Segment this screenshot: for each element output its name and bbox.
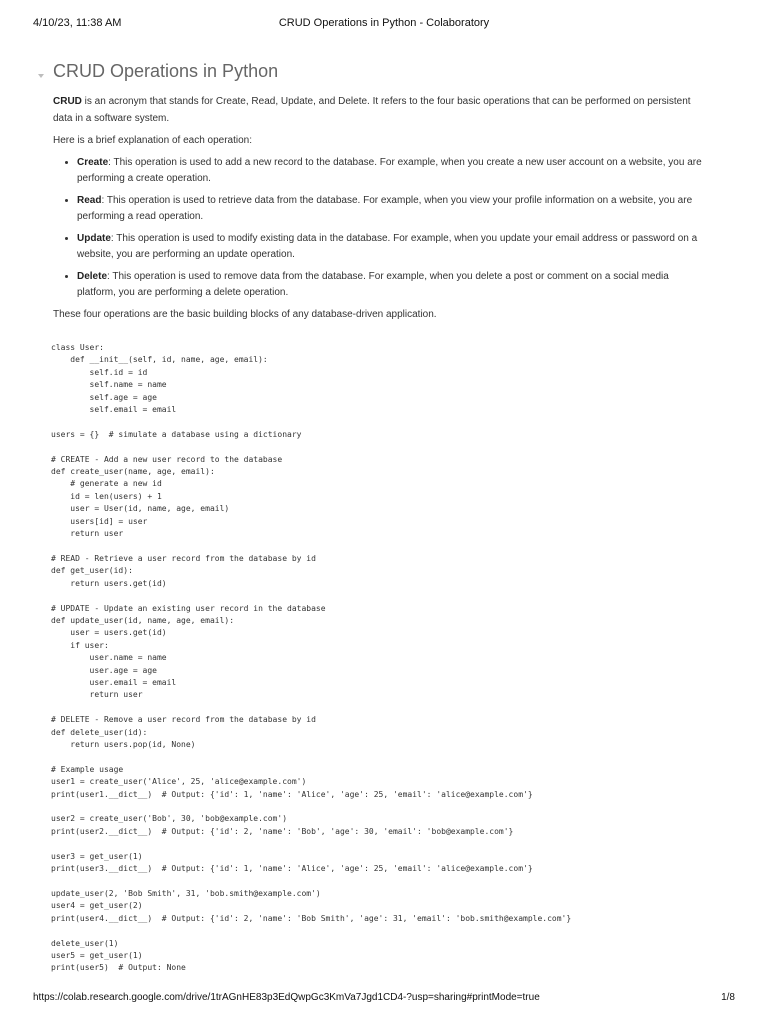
operation-description: : This operation is used to remove data from the database. For example, when you delete a post or comment on a social media platform, you are performing a delete operation. (77, 270, 669, 298)
list-item (77, 193, 703, 226)
lead-paragraph: Here is a brief explanation of each operation: (53, 135, 253, 146)
operation-description: : This operation is used to add a new record to the database. For example, when you create a new user account on a website, you are performing a create operation. (77, 156, 702, 184)
intro-text: is an acronym that stands for Create, Read, Update, and Delete. It refers to the four basic operations that can be performed on persistent data in a software system. (53, 96, 691, 124)
operation-description: : This operation is used to modify existing data in the database. For example, when you update your email address or password on a website, you are performing an update operation. (77, 232, 698, 260)
section-heading-row (36, 58, 278, 84)
intro-bold-term: CRUD (53, 96, 82, 107)
operation-name: Create (77, 156, 109, 168)
print-page-title: CRUD Operations in Python - Colaboratory (278, 17, 490, 29)
print-footer (33, 992, 735, 1006)
print-url: https://colab.research.google.com/drive/1trAGnHE83p3EdQwpGc3KmVa7Jgd1CD4-?usp=sharing#printMode=true (33, 992, 540, 1003)
triangle-down-icon[interactable] (36, 68, 46, 78)
list-item (77, 269, 703, 302)
closing-paragraph: These four operations are the basic building blocks of any database-driven application. (53, 308, 437, 320)
operation-name: Read (77, 194, 102, 206)
print-date: 4/10/23, 11:38 AM (33, 17, 122, 29)
print-header (33, 17, 735, 33)
section-heading: CRUD Operations in Python (53, 60, 279, 81)
operations-list (53, 155, 703, 302)
list-item (77, 231, 703, 264)
intro-paragraph (53, 94, 703, 127)
operation-name: Delete (77, 270, 108, 282)
operation-description: : This operation is used to retrieve data from the database. For example, when you view your profile information on a website, you are performing a read operation. (77, 194, 693, 222)
page-number: 1/8 (721, 992, 735, 1003)
operation-name: Update (77, 232, 111, 244)
code-cell[interactable]: class User: def __init__(self, id, name, age, email): self.id = id self.name = name self.age = age self.email = email users = {} # simulate a database using a dictionary # CREATE - Add a new user record to the database def create_user(name, age, email): # generate a new id id = len(users) + 1 user = User(id, name, age, email) users[id] = user return user # READ - Retrieve a user record from the database by id def get_user(id): return users.get(id) # UPDATE - Update an existing user record in the database def update_user(id, name, age, email): user = users.get(id) if user: user.name = name user.age = age user.email = email return user # DELETE - Remove a user record from the database by id def delete_user(id): return users.pop(id, None) # Example usage user1 = create_user('Alice', 25, 'alice@example.com') print(user1.__dict__) # Output: {'id': 1, 'name': 'Alice', 'age': 25, 'email': 'alice@example.com'} user2 = create_user('Bob', 30, 'bob@example.com') print(user2.__dict__) # Output: {'id': 2, 'name': 'Bob', 'age': 30, 'email': 'bob@example.com'} user3 = get_user(1) print(user3.__dict__) # Output: {'id': 1, 'name': 'Alice', 'age': 25, 'email': 'alice@example.com'} update_user(2, 'Bob Smith', 31, 'bob.smith@example.com') user4 = get_user(2) print(user4.__dict__) # Output: {'id': 2, 'name': 'Bob Smith', 'age': 31, 'email': 'bob.smith@example.com'} delete_user(1) user5 = get_user(1) print(user5) # Output: None (51, 343, 572, 973)
text-cell (53, 94, 703, 323)
list-item (77, 155, 703, 188)
